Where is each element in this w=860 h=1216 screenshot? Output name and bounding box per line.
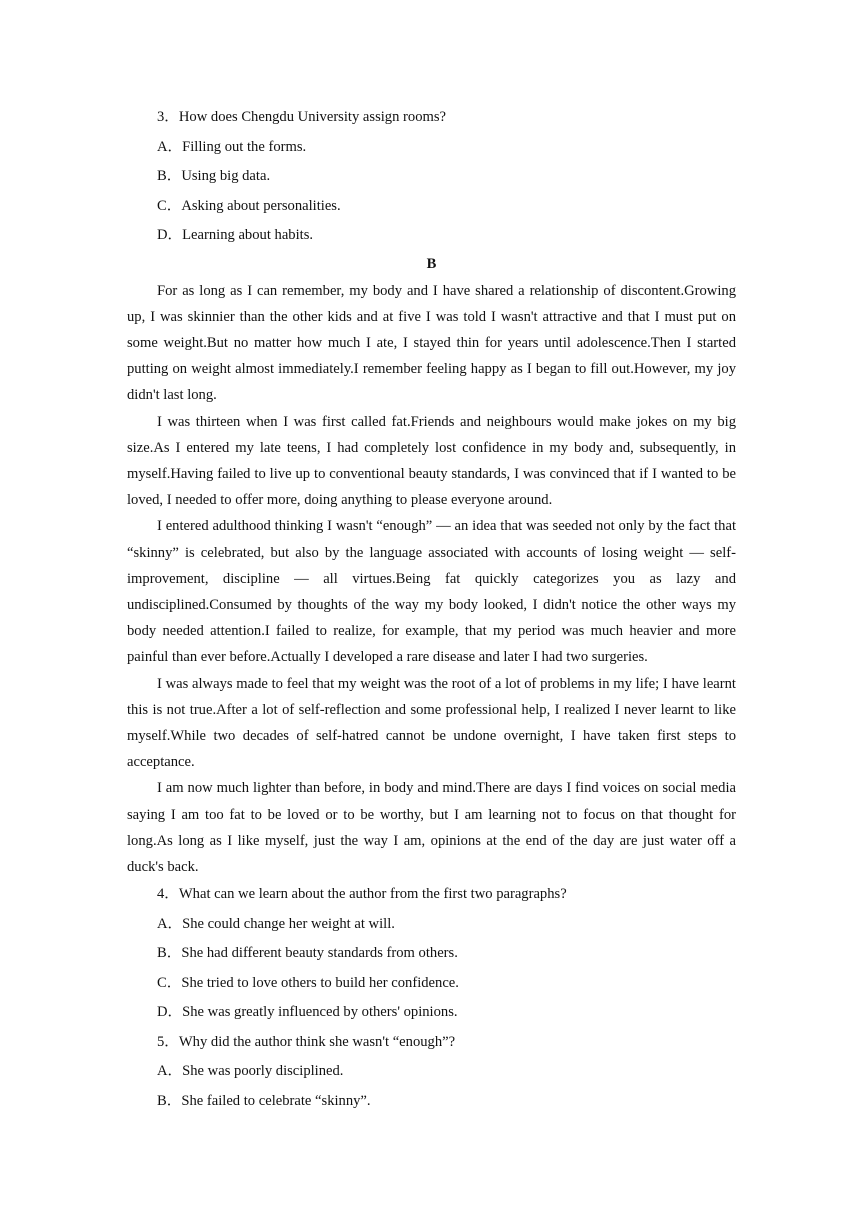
question-5 [127, 1028, 736, 1117]
option-a: A．She could change her weight at will. [157, 915, 395, 932]
option-a: A．She was poorly disciplined. [157, 1063, 344, 1080]
question-3 [127, 103, 736, 251]
option-d: D．Learning about habits. [157, 227, 314, 243]
option-b: B．Using big data. [157, 168, 271, 184]
option-c: C．She tried to love others to build her confidence. [157, 974, 459, 991]
option-b: B．She had different beauty standards from others. [157, 945, 458, 962]
section-heading: B [426, 255, 437, 272]
option-c: C．Asking about personalities. [157, 197, 341, 214]
passage-paragraph-1: For as long as I can remember, my body and I have shared a relationship of discontent.Growing up, I was skinnier than the other kids and at five I was told I wasn't attractive and that I must put on some weight.But no matter how much I ate, I stayed thin for years until adolescence.Then I started putting on weight almost immediately.I remember feeling happy as I began to fill out.However, my joy didn't last long. [127, 282, 736, 404]
question-4 [127, 880, 736, 1028]
question-stem: 3．How does Chengdu University assign rooms? [157, 109, 447, 125]
page-content [127, 103, 736, 1116]
passage-paragraph-3: I entered adulthood thinking I wasn't “enough” — an idea that was seeded not only by the fact that “skinny” is celebrated, but also by the language associated with accounts of losing weight — self-improvement, discipline — all virtues.Being fat quickly categorizes you as lazy and undisciplined.Consumed by thoughts of the way my body looked, I didn't notice the other ways my body needed attention.I failed to realize, for example, that my period was much heavier and more painful than ever before.Actually I developed a rare disease and later I had two surgeries. [127, 518, 736, 666]
passage-paragraph-2: I was thirteen when I was first called fat.Friends and neighbours would make jokes on my big size.As I entered my late teens, I had completely lost confidence in my body and, subsequently, in myself.Having failed to live up to conventional beauty standards, I was convinced that if I wanted to be loved, I needed to offer more, doing anything to please everyone around. [127, 413, 736, 509]
option-a: A．Filling out the forms. [157, 138, 307, 155]
option-d: D．She was greatly influenced by others' opinions. [157, 1004, 458, 1021]
passage-paragraph-5: I am now much lighter than before, in body and mind.There are days I find voices on social media saying I am too fat to be loved or to be worthy, but I am learning not to focus on that thought for long.As long as I like myself, just the way I am, opinions at the end of the day are just water off a duck's back. [127, 780, 736, 875]
passage [127, 278, 736, 881]
passage-paragraph-4: I was always made to feel that my weight was the root of a lot of problems in my life; I have learnt this is not true.After a lot of self-reflection and some professional help, I realized I never learnt to like myself.While two decades of self-hatred cannot be undone overnight, I have taken first steps to acceptance. [127, 675, 736, 771]
question-stem: 4．What can we learn about the author from the first two paragraphs? [157, 886, 567, 903]
question-stem: 5．Why did the author think she wasn't “enough”? [157, 1033, 456, 1050]
option-b: B．She failed to celebrate “skinny”. [157, 1092, 371, 1109]
